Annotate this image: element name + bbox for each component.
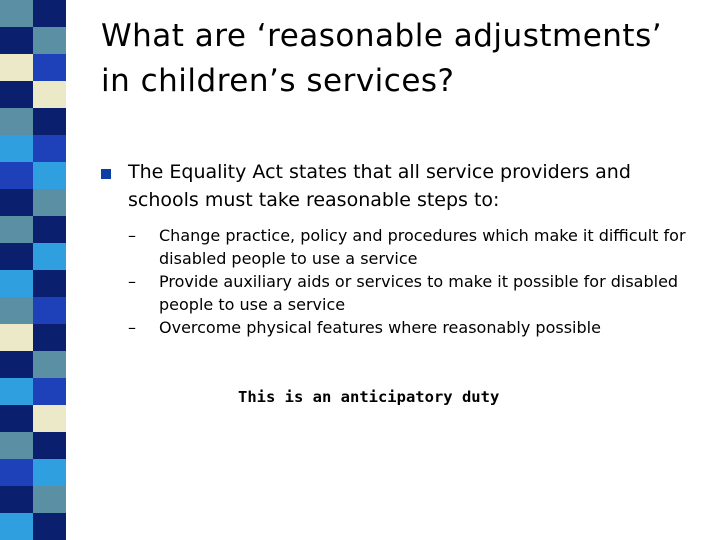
- stripe-cell: [0, 459, 33, 486]
- stripe-cell: [33, 189, 66, 216]
- stripe-cell: [33, 243, 66, 270]
- stripe-row: [0, 486, 66, 513]
- stripe-cell: [0, 432, 33, 459]
- sub-bullet-item: [128, 224, 698, 270]
- stripe-row: [0, 243, 66, 270]
- stripe-row: [0, 27, 66, 54]
- sub-bullet-list: [128, 224, 698, 339]
- stripe-cell: [0, 54, 33, 81]
- decorative-stripe-bar: [0, 0, 66, 540]
- stripe-cell: [0, 162, 33, 189]
- stripe-row: [0, 405, 66, 432]
- stripe-row: [0, 108, 66, 135]
- stripe-row: [0, 81, 66, 108]
- stripe-row: [0, 432, 66, 459]
- stripe-row: [0, 297, 66, 324]
- title-line-2: in children’s services?: [101, 63, 455, 99]
- stripe-cell: [33, 378, 66, 405]
- stripe-cell: [0, 486, 33, 513]
- stripe-cell: [33, 135, 66, 162]
- title-line-1: What are ‘reasonable adjustments’: [101, 18, 663, 54]
- sub-bullet-text: Provide auxiliary aids or services to make it possible for disabled people to use a service: [159, 272, 679, 314]
- stripe-cell: [0, 216, 33, 243]
- stripe-cell: [33, 81, 66, 108]
- stripe-cell: [0, 513, 33, 540]
- stripe-row: [0, 0, 66, 27]
- stripe-cell: [0, 405, 33, 432]
- stripe-cell: [0, 324, 33, 351]
- dash-marker: –: [128, 318, 136, 337]
- stripe-row: [0, 162, 66, 189]
- stripe-cell: [0, 378, 33, 405]
- stripe-cell: [33, 351, 66, 378]
- stripe-row: [0, 54, 66, 81]
- stripe-cell: [33, 162, 66, 189]
- bullet-text: The Equality Act states that all service providers and schools must take reasonable steps to:: [128, 161, 631, 211]
- square-bullet-icon: [101, 169, 111, 179]
- sub-bullet-item: [128, 316, 698, 339]
- stripe-cell: [33, 486, 66, 513]
- stripe-cell: [0, 27, 33, 54]
- stripe-row: [0, 270, 66, 297]
- dash-marker: –: [128, 272, 136, 291]
- stripe-cell: [33, 513, 66, 540]
- stripe-cell: [0, 189, 33, 216]
- stripe-cell: [33, 459, 66, 486]
- stripe-cell: [0, 135, 33, 162]
- dash-marker: –: [128, 226, 136, 245]
- sub-bullet-text: Change practice, policy and procedures which make it difficult for disabled people to use a service: [159, 226, 686, 268]
- stripe-cell: [33, 216, 66, 243]
- stripe-row: [0, 135, 66, 162]
- anticipatory-duty-note: This is an anticipatory duty: [238, 388, 500, 406]
- stripe-row: [0, 378, 66, 405]
- stripe-cell: [33, 324, 66, 351]
- stripe-cell: [33, 432, 66, 459]
- stripe-cell: [33, 0, 66, 27]
- stripe-cell: [0, 0, 33, 27]
- stripe-row: [0, 324, 66, 351]
- stripe-cell: [0, 108, 33, 135]
- stripe-row: [0, 351, 66, 378]
- stripe-cell: [33, 108, 66, 135]
- stripe-cell: [0, 243, 33, 270]
- stripe-row: [0, 513, 66, 540]
- stripe-cell: [33, 27, 66, 54]
- sub-bullet-item: [128, 270, 698, 316]
- stripe-cell: [33, 405, 66, 432]
- stripe-cell: [0, 81, 33, 108]
- bullet-item: [101, 158, 701, 214]
- stripe-cell: [33, 270, 66, 297]
- stripe-cell: [0, 270, 33, 297]
- stripe-row: [0, 459, 66, 486]
- stripe-cell: [0, 351, 33, 378]
- stripe-row: [0, 216, 66, 243]
- stripe-cell: [33, 54, 66, 81]
- stripe-cell: [0, 297, 33, 324]
- slide-title: [101, 14, 701, 104]
- sub-bullet-text: Overcome physical features where reasonably possible: [159, 318, 601, 337]
- stripe-cell: [33, 297, 66, 324]
- stripe-row: [0, 189, 66, 216]
